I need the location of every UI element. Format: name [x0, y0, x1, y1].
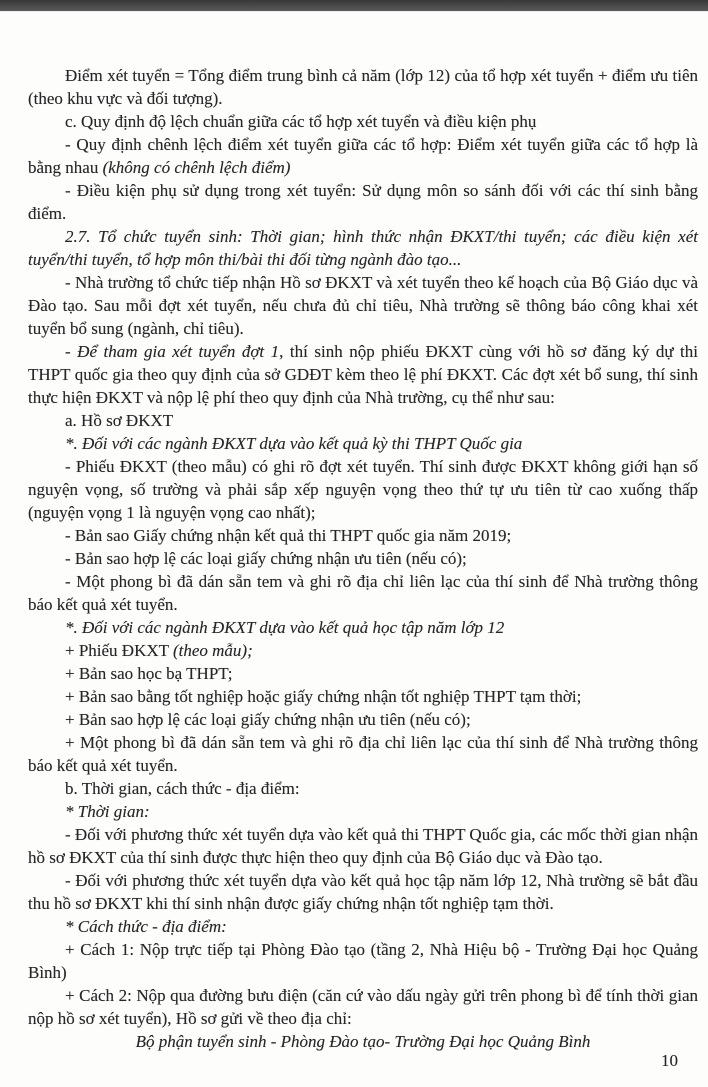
- text-run: - Bản sao hợp lệ các loại giấy chứng nhận ưu tiên (nếu có);: [65, 549, 467, 568]
- paragraph: [28, 179, 698, 225]
- document-body: [0, 12, 708, 1053]
- text-run: - Để tham gia xét tuyển đợt 1: [65, 342, 280, 361]
- paragraph: [28, 110, 698, 133]
- paragraph: [28, 731, 698, 777]
- page-number: 10: [661, 1051, 678, 1070]
- paragraph: [28, 777, 698, 800]
- paragraph: [28, 570, 698, 616]
- paragraph: [28, 984, 698, 1030]
- text-run: * Thời gian:: [65, 802, 150, 821]
- text-run: - Nhà trường tổ chức tiếp nhận Hồ sơ ĐKXT và xét tuyển theo kế hoạch của Bộ Giáo dục và Đào tạo. Sau mỗi đợt xét tuyển, nếu chưa đủ chỉ tiêu, Nhà trường sẽ thông báo công khai xét tuyển bổ sung (ngành, chỉ tiêu).: [28, 273, 698, 338]
- text-run: + Bản sao hợp lệ các loại giấy chứng nhận ưu tiên (nếu có);: [65, 710, 471, 729]
- text-run: *. Đối với các ngành ĐKXT dựa vào kết quả kỳ thi THPT Quốc gia: [65, 434, 523, 453]
- text-run: + Phiếu ĐKXT: [65, 641, 173, 660]
- text-run: Bộ phận tuyển sinh - Phòng Đào tạo- Trường Đại học Quảng Bình: [135, 1032, 591, 1051]
- paragraph: [28, 547, 698, 570]
- text-run: * Cách thức - địa điểm:: [65, 917, 227, 936]
- paragraph: [28, 409, 698, 432]
- paragraph: [28, 340, 698, 409]
- paragraph: [28, 708, 698, 731]
- paragraph: [28, 432, 698, 455]
- paragraph: [28, 524, 698, 547]
- text-run: - Quy định chênh lệch điểm xét tuyển giữa các tổ hợp: Điểm xét tuyển giữa các tổ hợp là bằng nhau: [28, 135, 698, 177]
- text-run: (theo mẫu);: [172, 641, 253, 660]
- paragraph: [28, 271, 698, 340]
- text-run: + Bản sao bằng tốt nghiệp hoặc giấy chứng nhận tốt nghiệp THPT tạm thời;: [65, 687, 582, 706]
- text-run: - Đối với phương thức xét tuyển dựa vào kết quả thi THPT Quốc gia, các mốc thời gian nhận hồ sơ ĐKXT của thí sinh được thực hiện theo quy định của Bộ Giáo dục và Đào tạo.: [28, 825, 698, 867]
- paragraph: [28, 685, 698, 708]
- text-run: , thí sinh nộp phiếu ĐKXT cùng với hồ sơ đăng ký dự thi THPT quốc gia theo quy định của sở GDĐT kèm theo lệ phí ĐKXT. Các đợt xét bổ sung, thí sinh thực hiện ĐKXT và nộp lệ phí theo quy định của Nhà trường, cụ thể như sau:: [28, 342, 699, 407]
- text-run: - Đối với phương thức xét tuyển dựa vào kết quả học tập năm lớp 12, Nhà trường sẽ bắt đầu thu hồ sơ ĐKXT khi thí sinh nhận được giấy chứng nhận tốt nghiệp tạm thời.: [28, 871, 698, 913]
- text-run: Điểm xét tuyển = Tổng điểm trung bình cả năm (lớp 12) của tổ hợp xét tuyển + điểm ưu tiên (theo khu vực và đối tượng).: [28, 66, 698, 108]
- text-run: 2.7. Tổ chức tuyển sinh: Thời gian; hình thức nhận ĐKXT/thi tuyển; các điều kiện xét tuyển/thi tuyển, tổ hợp môn thi/bài thi đối từng ngành đào tạo...: [28, 227, 698, 269]
- paragraph: [28, 455, 698, 524]
- paragraph: [28, 133, 698, 179]
- paragraph: [28, 225, 698, 271]
- text-run: + Cách 1: Nộp trực tiếp tại Phòng Đào tạo (tầng 2, Nhà Hiệu bộ - Trường Đại học Quảng Bình): [28, 940, 698, 982]
- text-run: c. Quy định độ lệch chuẩn giữa các tổ hợp xét tuyển và điều kiện phụ: [65, 112, 537, 131]
- paragraph: [28, 662, 698, 685]
- text-run: b. Thời gian, cách thức - địa điểm:: [65, 779, 300, 798]
- viewer-top-bar: [0, 0, 708, 12]
- paragraph: [28, 869, 698, 915]
- text-run: (không có chênh lệch điểm): [102, 158, 291, 177]
- paragraph: [28, 938, 698, 984]
- text-run: + Một phong bì đã dán sẵn tem và ghi rõ địa chỉ liên lạc của thí sinh để Nhà trường thông báo kết quả xét tuyển.: [28, 733, 698, 775]
- text-run: - Phiếu ĐKXT (theo mẫu) có ghi rõ đợt xét tuyển. Thí sinh được ĐKXT không giới hạn số nguyện vọng, số trường và phải sắp xếp nguyện vọng theo thứ tự ưu tiên từ cao xuống thấp (nguyện vọng 1 là nguyện vọng cao nhất);: [28, 457, 698, 522]
- paragraph: [28, 1030, 698, 1053]
- text-run: *. Đối với các ngành ĐKXT dựa vào kết quả học tập năm lớp 12: [65, 618, 505, 637]
- paragraph: [28, 915, 698, 938]
- text-run: - Điều kiện phụ sử dụng trong xét tuyển: Sử dụng môn so sánh đối với các thí sinh bằng điểm.: [28, 181, 698, 223]
- paragraph: [28, 616, 698, 639]
- text-run: - Một phong bì đã dán sẵn tem và ghi rõ địa chỉ liên lạc của thí sinh để Nhà trường thông báo kết quả xét tuyển.: [28, 572, 698, 614]
- text-run: - Bản sao Giấy chứng nhận kết quả thi THPT quốc gia năm 2019;: [65, 526, 512, 545]
- paragraph: [28, 823, 698, 869]
- text-run: + Bản sao học bạ THPT;: [65, 664, 233, 683]
- text-run: + Cách 2: Nộp qua đường bưu điện (căn cứ vào dấu ngày gửi trên phong bì để tính thời gian nộp hồ sơ xét tuyển), Hồ sơ gửi về theo địa chỉ:: [28, 986, 698, 1028]
- paragraph: [28, 64, 698, 110]
- paragraph: [28, 639, 698, 662]
- paragraph: [28, 800, 698, 823]
- text-run: a. Hồ sơ ĐKXT: [65, 411, 174, 430]
